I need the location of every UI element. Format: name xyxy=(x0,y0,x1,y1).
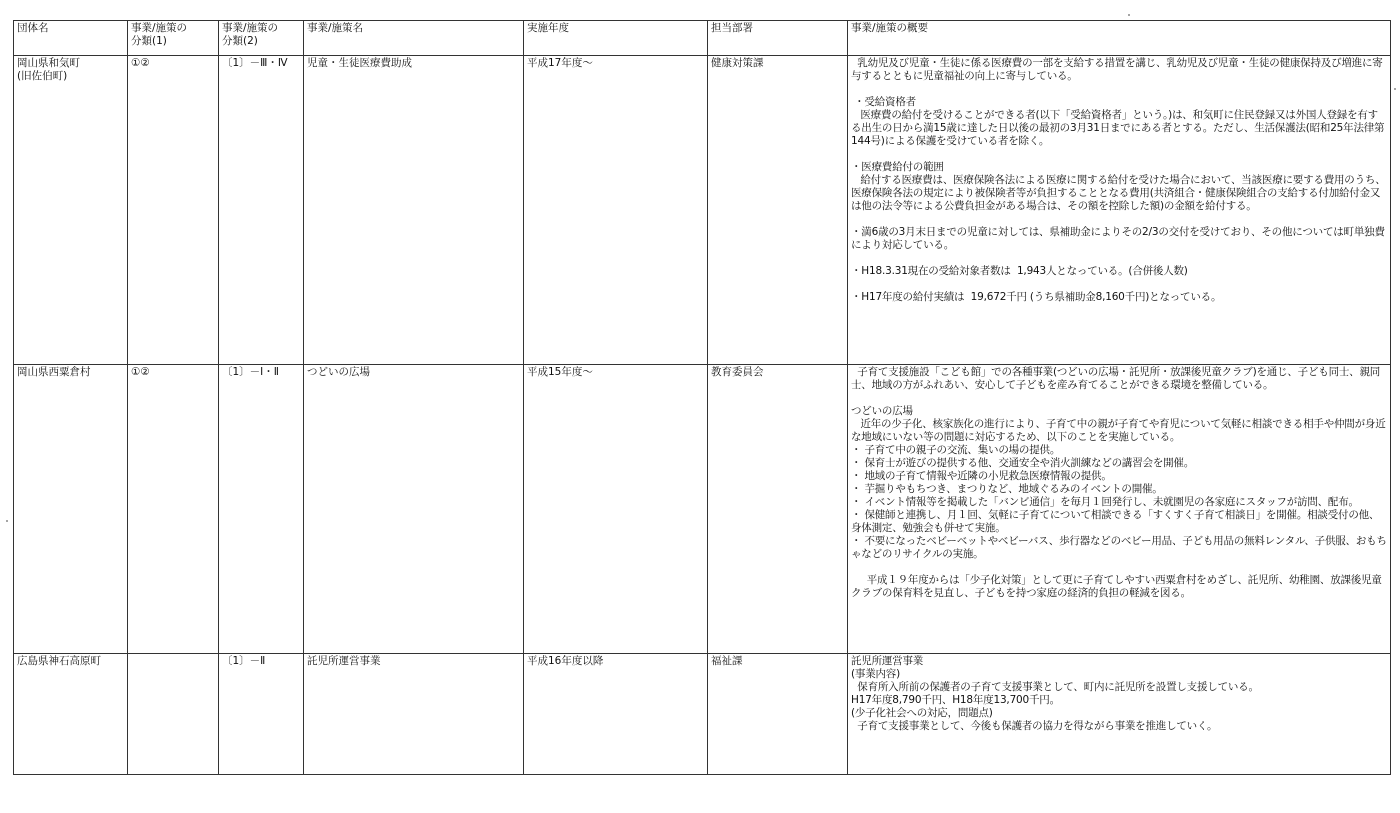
cell-dept: 教育委員会 xyxy=(708,365,848,654)
header-class1: 事業/施策の 分類(1) xyxy=(128,21,219,56)
header-class2: 事業/施策の 分類(2) xyxy=(219,21,304,56)
cell-summary: 託児所運営事業 (事業内容) 保育所入所前の保護者の子育て支援事業として、町内に託児所を設置し支援している。 H17年度8,790千円、H18年度13,700千円。 (少子化社会への対応，問題点) 子育て支援事業として、今後も保護者の協力を得ながら事業を推進していく。 xyxy=(848,654,1391,775)
cell-class2: 〔1〕－Ⅱ xyxy=(219,654,304,775)
cell-class2: 〔1〕－Ⅰ・Ⅱ xyxy=(219,365,304,654)
cell-dept: 健康対策課 xyxy=(708,56,848,365)
scan-speck xyxy=(1128,14,1130,16)
header-year: 実施年度 xyxy=(524,21,708,56)
table-row xyxy=(14,654,1391,775)
cell-year: 平成16年度以降 xyxy=(524,654,708,775)
table-row xyxy=(14,56,1391,365)
scan-speck xyxy=(1394,88,1396,90)
policy-table xyxy=(13,20,1391,775)
cell-summary: 乳幼児及び児童・生徒に係る医療費の一部を支給する措置を講じ、乳幼児及び児童・生徒の健康保持及び増進に寄与するとともに児童福祉の向上に寄与している。 ・受給資格者 医療費の給付を受けることができる者(以下「受給資格者」という。)は、和気町に住民登録又は外国人登録を有する出生の日から満15歳に達した日以後の最初の3月31日までにある者とする。ただし、生活保護法(昭和25年法律第144号)による保護を受けている者を除く。 ・医療費給付の範囲 給付する医療費は、医療保険各法による医療に関する給付を受けた場合において、当該医療に要する費用のうち、医療保険各法の規定により被保険者等が負担することとなる費用(共済組合・健康保険組合の支給する付加給付金又は他の法令等による公費負担金がある場合は、その額を控除した額)の金額を給付する。 ・満6歳の3月末日までの児童に対しては、県補助金によりその2/3の交付を受けており、その他については町単独費により対応している。 ・H18.3.31現在の受給対象者数は 1,943人となっている。(合併後人数) ・H17年度の給付実績は 19,672千円 (うち県補助金8,160千円)となっている。 xyxy=(848,56,1391,365)
cell-dept: 福祉課 xyxy=(708,654,848,775)
header-row xyxy=(14,21,1391,56)
document-sheet xyxy=(13,20,1390,775)
cell-summary: 子育て支援施設「こども館」での各種事業(つどいの広場・託児所・放課後児童クラブ)を通じ、子ども同士、親同士、地域の方がふれあい、安心して子どもを産み育てることができる環境を整備している。 つどいの広場 近年の少子化、核家族化の進行により、子育て中の親が子育てや育児について気軽に相談できる相手や仲間が身近な地域にいない等の問題に対応するため、以下のことを実施している。 ・ 子育て中の親子の交流、集いの場の提供。 ・ 保育士が遊びの提供する他、交通安全や消火訓練などの講習会を開催。 ・ 地域の子育て情報や近隣の小児救急医療情報の提供。 ・ 芋掘りやもちつき、まつりなど、地域ぐるみのイベントの開催。 ・ イベント情報等を掲載した「バンビ通信」を毎月１回発行し、未就園児の各家庭にスタッフが訪問、配布。 ・ 保健師と連携し、月１回、気軽に子育てについて相談できる「すくすく子育て相談日」を開催。相談受付の他、身体測定、勉強会も併せて実施。 ・ 不要になったベビーベットやベビーバス、歩行器などのベビー用品、子ども用品の無料レンタル、子供服、おもちゃなどのリサイクルの実施。 平成１９年度からは「少子化対策」として更に子育てしやすい西粟倉村をめざし、託児所、幼稚園、放課後児童クラブの保育料を見直し、子どもを持つ家庭の経済的負担の軽減を図る。 xyxy=(848,365,1391,654)
cell-org: 岡山県和気町 (旧佐伯町) xyxy=(14,56,128,365)
cell-class2: 〔1〕－Ⅲ・Ⅳ xyxy=(219,56,304,365)
header-org: 団体名 xyxy=(14,21,128,56)
scan-speck xyxy=(6,520,8,522)
cell-class1 xyxy=(128,654,219,775)
header-name: 事業/施策名 xyxy=(304,21,524,56)
header-dept: 担当部署 xyxy=(708,21,848,56)
cell-name: 託児所運営事業 xyxy=(304,654,524,775)
table-row xyxy=(14,365,1391,654)
cell-class1: ①② xyxy=(128,56,219,365)
cell-year: 平成17年度～ xyxy=(524,56,708,365)
cell-class1: ①② xyxy=(128,365,219,654)
cell-year: 平成15年度～ xyxy=(524,365,708,654)
header-summary: 事業/施策の概要 xyxy=(848,21,1391,56)
cell-name: 児童・生徒医療費助成 xyxy=(304,56,524,365)
cell-org: 広島県神石高原町 xyxy=(14,654,128,775)
cell-org: 岡山県西粟倉村 xyxy=(14,365,128,654)
cell-name: つどいの広場 xyxy=(304,365,524,654)
